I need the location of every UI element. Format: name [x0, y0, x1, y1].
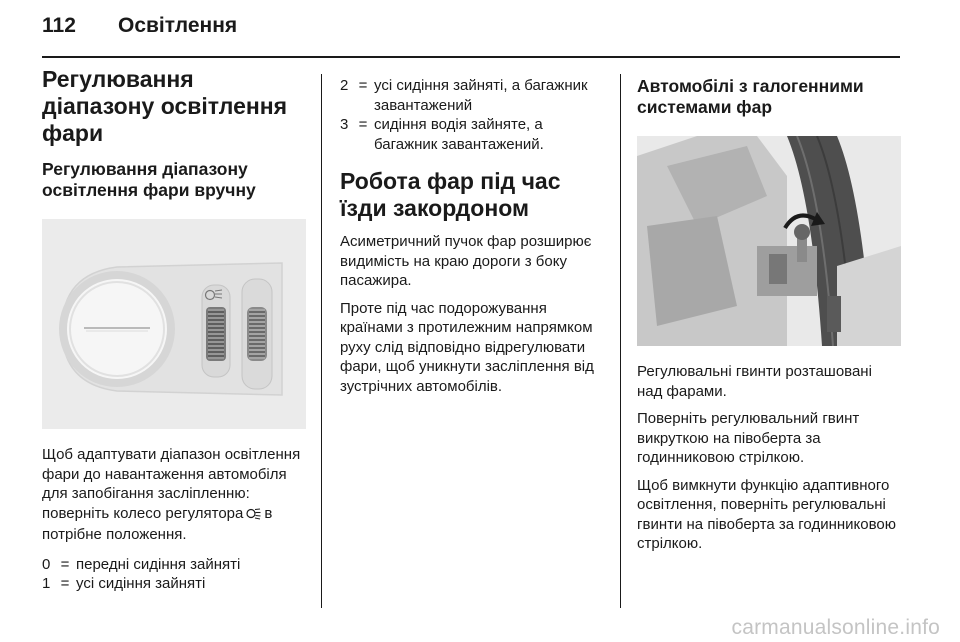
running-title: Освітлення	[118, 14, 238, 37]
legend-item: 3 = сидіння водія зайняте, а багажник завантажений.	[340, 116, 544, 153]
column-left	[42, 66, 306, 594]
column-divider	[321, 74, 322, 608]
column-middle	[340, 76, 606, 396]
paragraph: Регулювальні гвинти розташовані над фарами.	[637, 363, 872, 400]
header-rule	[42, 56, 900, 58]
subsection-heading: Регулювання діапазону освітлення фари вручну	[42, 159, 256, 200]
headlamp-range-icon	[246, 506, 261, 526]
column-divider	[620, 74, 621, 608]
load-legend	[42, 555, 306, 594]
load-legend-continued	[340, 76, 606, 154]
section-heading: Автомобілі з галогенними системами фар	[637, 76, 864, 117]
paragraph: Поверніть регулювальний гвинт викруткою на півоберта за годинниковою стрілкою.	[637, 410, 860, 466]
page-number: 112	[42, 14, 76, 37]
legend-item: 0 = передні сидіння зайняті	[42, 555, 241, 573]
legend-item: 1 = усі сидіння зайняті	[42, 575, 206, 592]
headlamp-adjuster-illustration	[637, 136, 901, 346]
section-heading: Робота фар під час їзди закордоном	[340, 168, 561, 221]
section-heading: Регулювання діапазону освітлення фари	[42, 66, 288, 146]
column-right	[637, 76, 901, 554]
legend-item: 2 = усі сидіння зайняті, а багажник завантажений	[340, 77, 588, 114]
watermark: carmanualsonline.info	[731, 616, 940, 639]
instruction-paragraph: Щоб адаптувати діапазон освітлення фари до навантаження автомобіля для запобігання засліпленню: поверніть колесо регулятора в потрібне положення.	[42, 446, 301, 543]
paragraph: Проте під час подорожування країнами з протилежним напрямком руху слід відповідно відрегулювати фари, щоб уникнути засліплення від зустрічних автомобілів.	[340, 299, 594, 395]
light-switch-illustration	[42, 219, 306, 429]
paragraph: Щоб вимкнути функцію адаптивного освітлення, поверніть регулювальні гвинти на півоберта за годинниковою стрілкою.	[637, 476, 896, 552]
paragraph: Асиметричний пучок фар розширює видимість на краю дороги з боку пасажира.	[340, 233, 592, 289]
